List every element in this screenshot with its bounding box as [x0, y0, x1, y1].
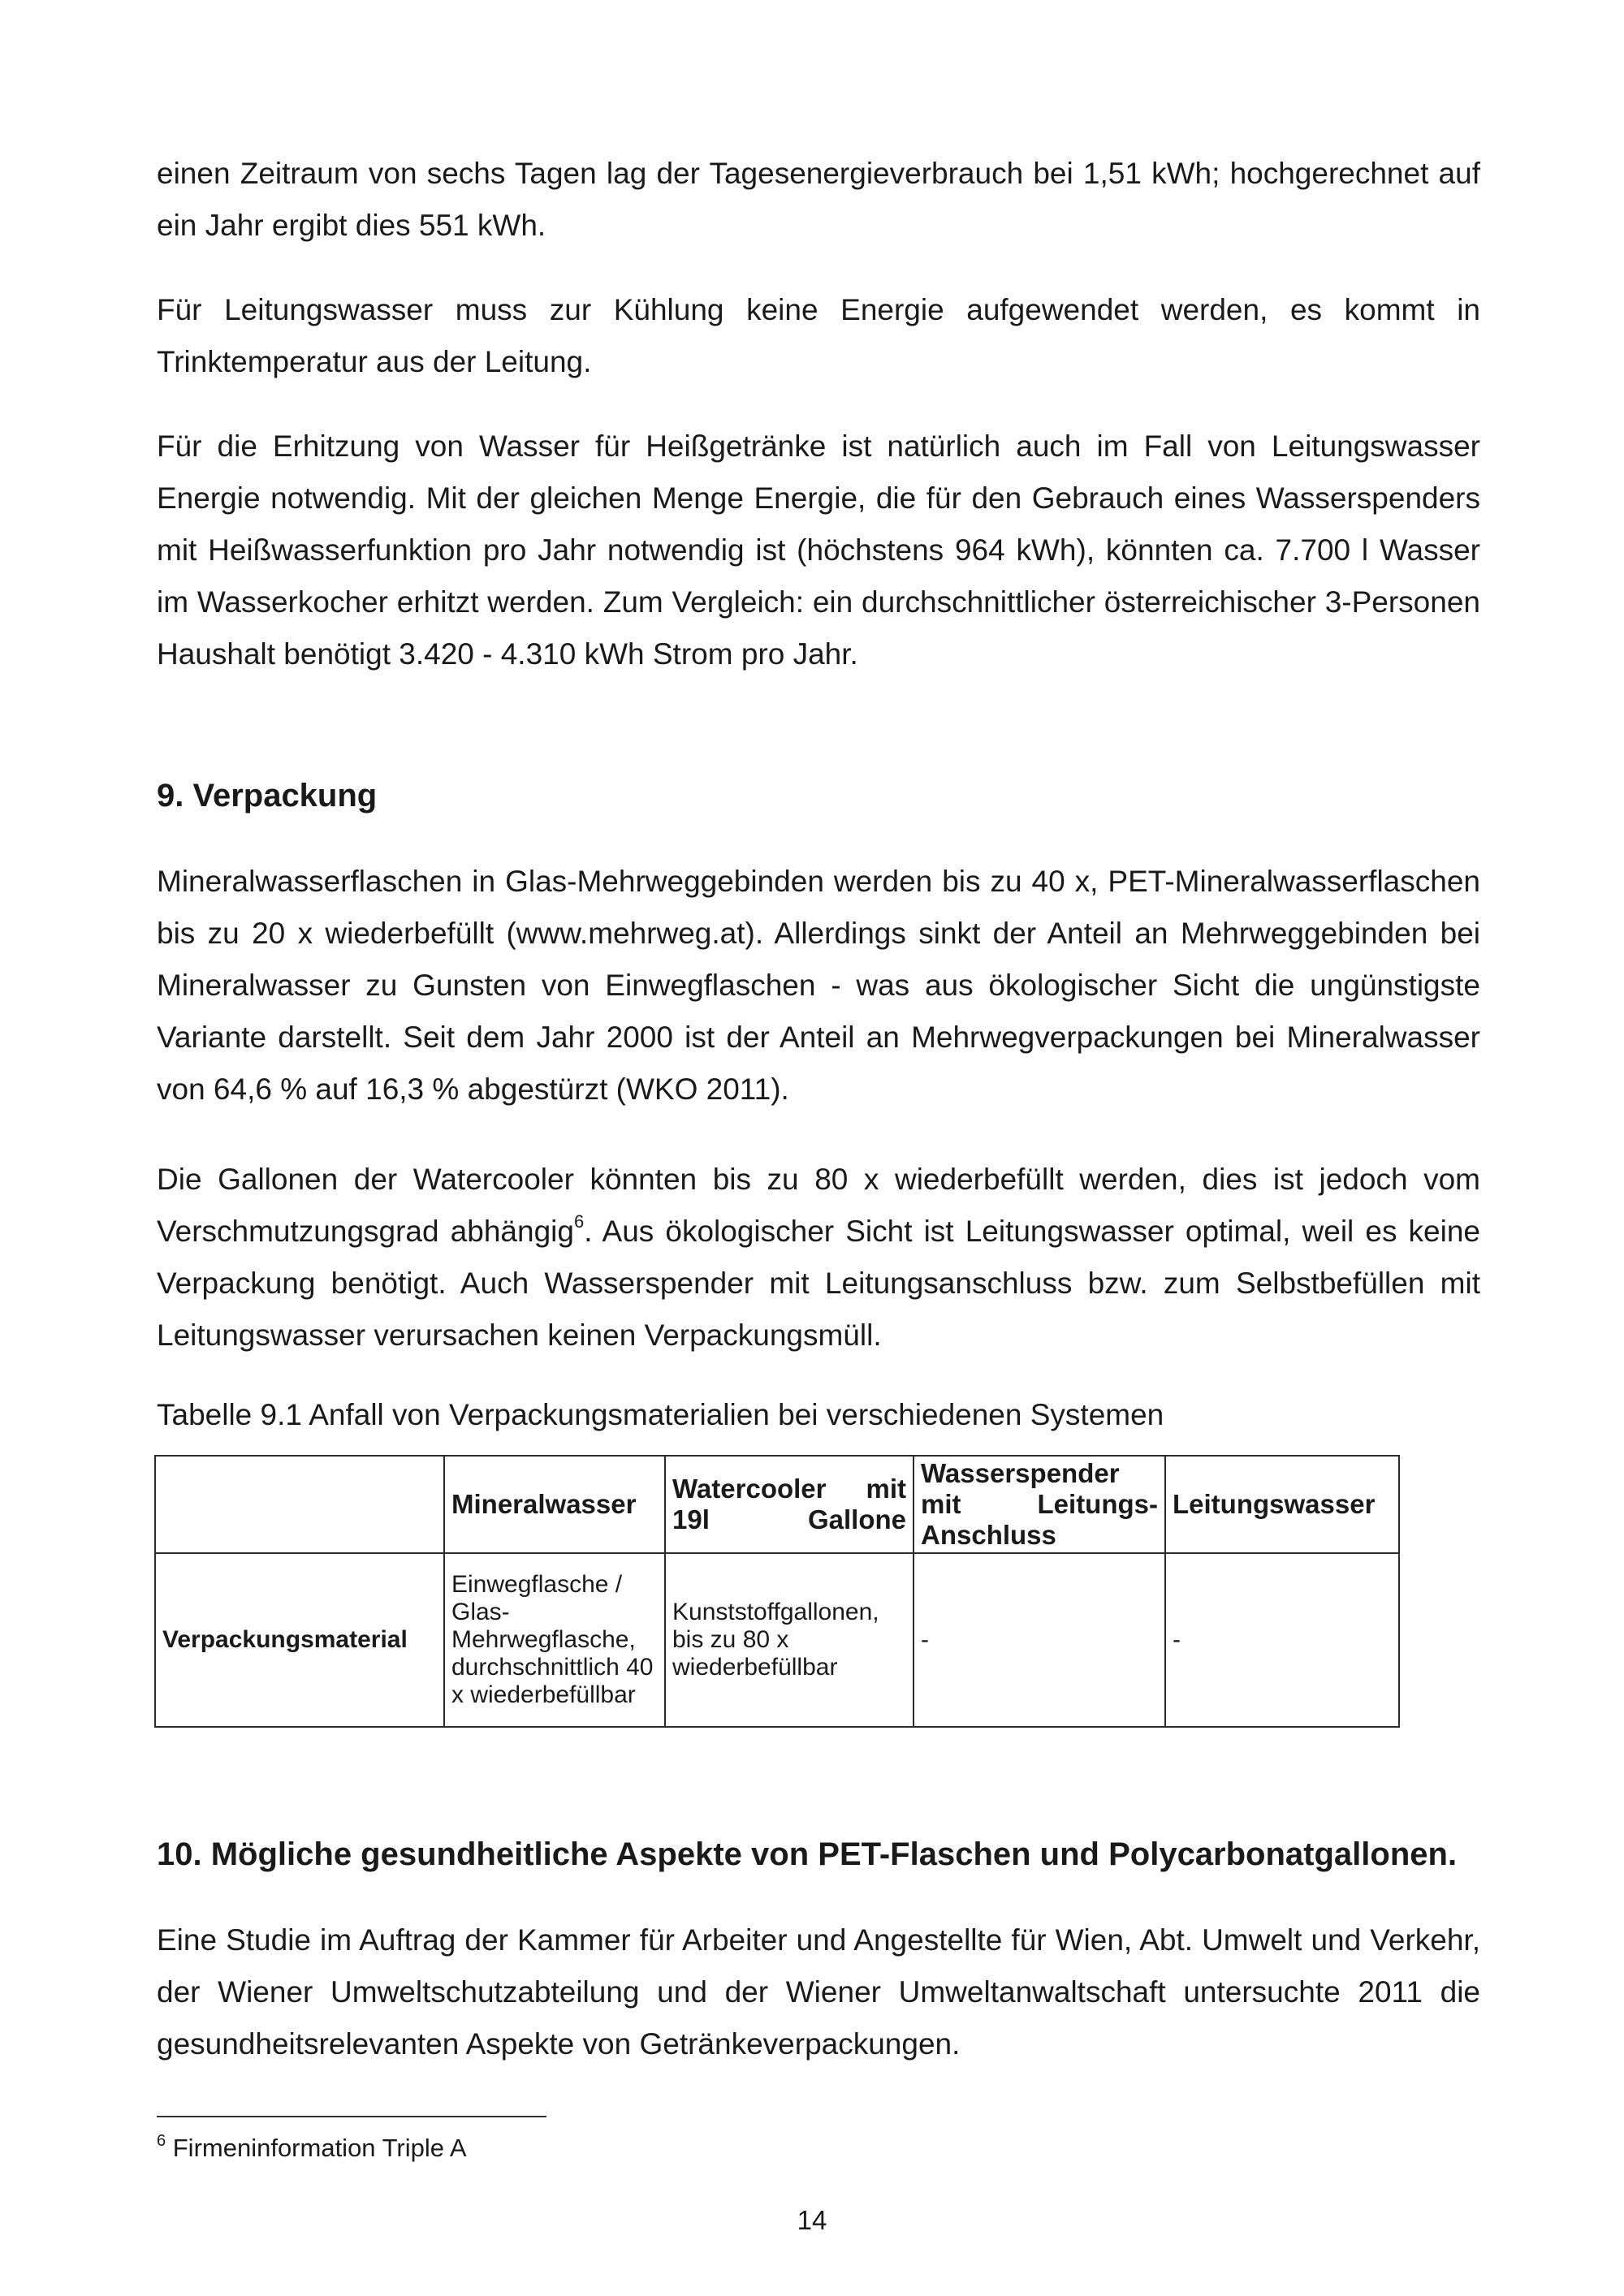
footnote-divider	[157, 2116, 546, 2117]
table-cell: -	[1165, 1553, 1399, 1727]
paragraph-hot-water-energy: Für die Erhitzung von Wasser für Heißgetränke ist natürlich auch im Fall von Leitungswasser Energie notwendig. Mit der gleichen Menge Energie, die für den Gebrauch eines Wasserspenders mit Heißwasserfunktion pro Jahr notwendig ist (höchstens 964 kWh), könnten ca. 7.700 l Wasser im Wasserkocher erhitzt werden. Zum Vergleich: ein durchschnittlicher österreichischer 3-Personen Haushalt benötigt 3.420 - 4.310 kWh Strom pro Jahr.	[157, 429, 1480, 671]
table-header-cell	[155, 1456, 444, 1553]
section-10-heading: 10. Mögliche gesundheitliche Aspekte von PET-Flaschen und Polycarbonatgallonen.	[157, 1836, 1458, 1872]
paragraph-tap-water-cooling: Für Leitungswasser muss zur Kühlung keine Energie aufgewendet werden, es kommt in Trinktemperatur aus der Leitung.	[157, 293, 1480, 378]
table-header-cell: Leitungswasser	[1165, 1456, 1399, 1553]
table-header-cell: Mineralwasser	[444, 1456, 665, 1553]
table-row	[155, 1553, 1399, 1727]
footnote	[157, 2132, 467, 2164]
footnote-number: 6	[157, 2131, 166, 2150]
paragraph-text-part: Die Gallonen der Watercooler könnten bis zu 80 x wiederbefüllt werden, dies ist jedoch vom Verschmutzungsgrad abhängig	[157, 1163, 1480, 1248]
footnote-reference: 6	[573, 1211, 585, 1232]
paragraph-text-part: . Aus ökologischer Sicht ist Leitungswasser optimal, weil es keine Verpackung benötigt. Auch Wasserspender mit Leitungsanschluss bzw. zum Selbstbefüllen mit Leitungswasser verursachen keinen Verpackungsmüll.	[157, 1215, 1481, 1352]
table-header-cell: Watercooler mit 19l Gallone	[665, 1456, 914, 1553]
table-header-cell: Wasserspender mit Leitungs-Anschluss	[914, 1456, 1165, 1553]
table-row-label: Verpackungsmaterial	[155, 1553, 444, 1727]
section-9-heading: 9. Verpackung	[157, 778, 378, 814]
paragraph-energy-consumption: einen Zeitraum von sechs Tagen lag der Tagesenergieverbrauch bei 1,51 kWh; hochgerechnet auf ein Jahr ergibt dies 551 kWh.	[157, 157, 1480, 242]
table-caption: Tabelle 9.1 Anfall von Verpackungsmaterialien bei verschiedenen Systemen	[157, 1398, 1164, 1431]
footnote-text: Firmeninformation Triple A	[172, 2134, 467, 2162]
table-cell: Kunststoffgallonen, bis zu 80 x wiederbefüllbar	[665, 1553, 914, 1727]
paragraph-mineral-water-bottles: Mineralwasserflaschen in Glas-Mehrweggebinden werden bis zu 40 x, PET-Mineralwasserflaschen bis zu 20 x wiederbefüllt (www.mehrweg.at). Allerdings sinkt der Anteil an Mehrweggebinden bei Mineralwasser zu Gunsten von Einwegflaschen - was aus ökologischer Sicht die ungünstigste Variante darstellt. Seit dem Jahr 2000 ist der Anteil an Mehrwegverpackungen bei Mineralwasser von 64,6 % auf 16,3 % abgestürzt (WKO 2011).	[157, 865, 1480, 1106]
page-number: 14	[797, 2205, 827, 2235]
table-cell: -	[914, 1553, 1165, 1727]
paragraph-study-description: Eine Studie im Auftrag der Kammer für Arbeiter und Angestellte für Wien, Abt. Umwelt und Verkehr, der Wiener Umweltschutzabteilung und der Wiener Umweltanwaltschaft untersuchte 2011 die gesundheitsrelevanten Aspekte von Getränkeverpackungen.	[157, 1923, 1480, 2061]
packaging-table	[154, 1455, 1400, 1728]
table-cell: Einwegflasche / Glas-Mehrwegflasche, durchschnittlich 40 x wiederbefüllbar	[444, 1553, 665, 1727]
paragraph-watercooler-gallons	[157, 1154, 1480, 1362]
table-header-row	[155, 1456, 1399, 1553]
